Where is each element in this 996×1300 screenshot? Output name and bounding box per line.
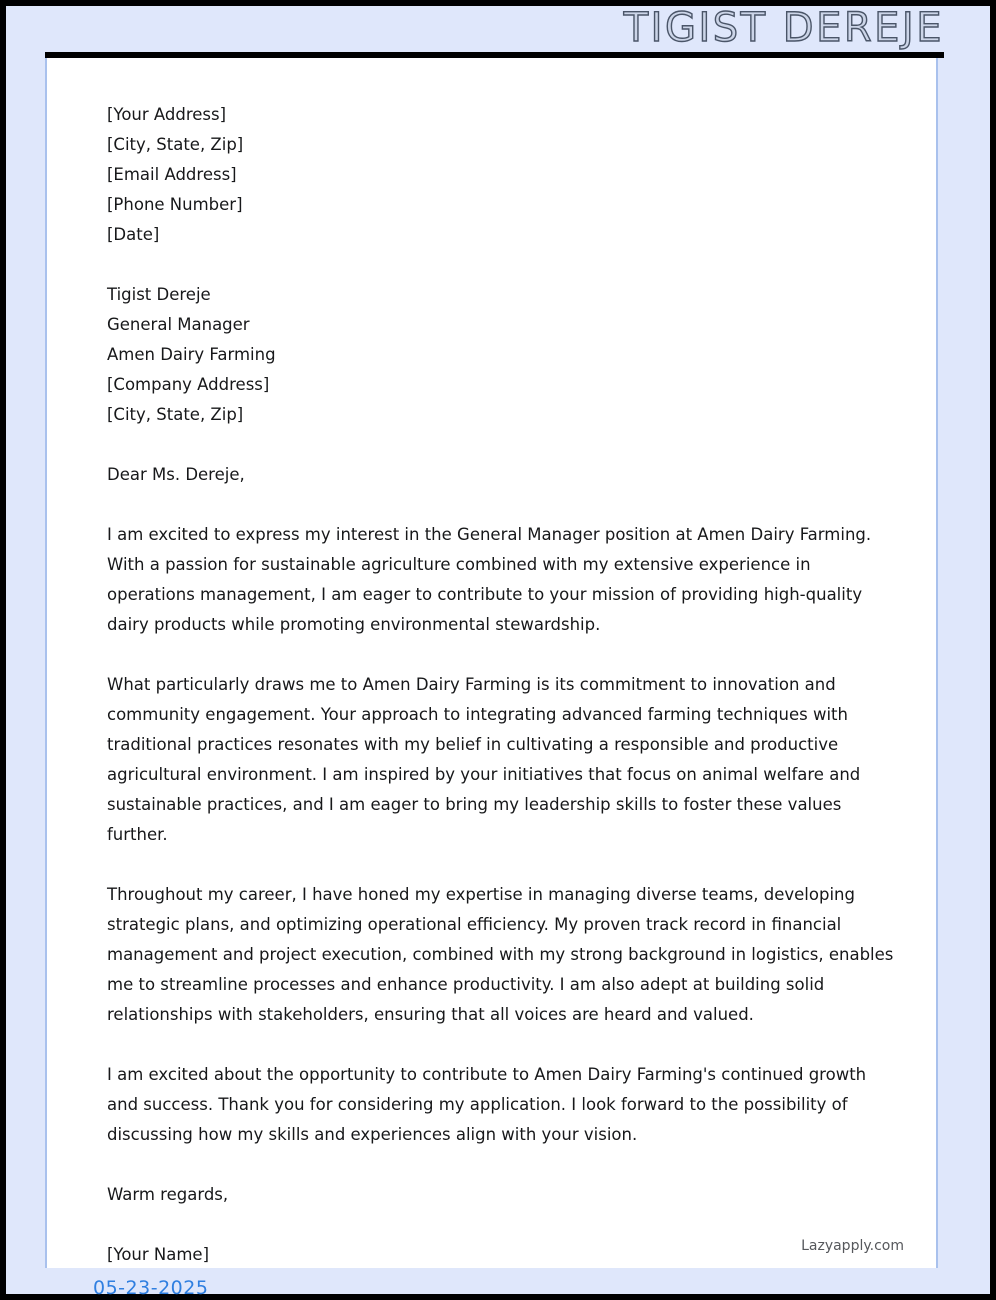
- sender-address-line: [Email Address]: [107, 165, 237, 184]
- footer-brand: Lazyapply.com: [801, 1238, 904, 1254]
- body-paragraph: What particularly draws me to Amen Dairy Farming is its commitment to innovation and community engagement. Your approach to integrating advanced farming techniques with traditional practices resonates with my belief in cultivating a responsible and productive agricultural environment. I am inspired by your initiatives that focus on animal welfare and sustainable practices, and I am eager to bring my leadership skills to foster these values further.: [107, 675, 861, 844]
- body-paragraph: Throughout my career, I have honed my expertise in managing diverse teams, developing strategic plans, and optimizing operational efficiency. My proven track record in financial management and project execution, combined with my strong background in logistics, enables me to streamline processes and enhance productivity. I am also adept at building solid relationships with stakeholders, ensuring that all voices are heard and valued.: [107, 885, 894, 1024]
- body-paragraph: I am excited about the opportunity to contribute to Amen Dairy Farming's continued growth and success. Thank you for considering my application. I look forward to the possibility of discussing how my skills and experiences align with your vision.: [107, 1065, 867, 1144]
- generated-date: 05-23-2025: [93, 1277, 209, 1299]
- salutation: Dear Ms. Dereje,: [107, 465, 245, 484]
- page-title: TIGIST DEREJE: [623, 5, 944, 51]
- recipient-line: [Company Address]: [107, 375, 270, 394]
- recipient-address-block: [107, 280, 906, 430]
- recipient-line: [City, State, Zip]: [107, 405, 244, 424]
- recipient-line: Amen Dairy Farming: [107, 345, 276, 364]
- page-margin-band: [6, 6, 990, 1294]
- signature-name: [Your Name]: [107, 1245, 210, 1264]
- sender-address-line: [Phone Number]: [107, 195, 243, 214]
- closing-line: Warm regards,: [107, 1185, 229, 1204]
- recipient-line: General Manager: [107, 315, 250, 334]
- letter-page: [45, 58, 938, 1268]
- letter-body: [47, 58, 936, 1268]
- recipient-line: Tigist Dereje: [107, 285, 211, 304]
- sender-address-block: [107, 100, 906, 250]
- document-header: [6, 6, 990, 52]
- sender-address-line: [Date]: [107, 225, 160, 244]
- body-paragraph: I am excited to express my interest in the General Manager position at Amen Dairy Farming. With a passion for sustainable agriculture combined with my extensive experience in operations management, I am eager to contribute to your mission of providing high-quality dairy products while promoting environmental stewardship.: [107, 525, 872, 634]
- sender-address-line: [City, State, Zip]: [107, 135, 244, 154]
- sender-address-line: [Your Address]: [107, 105, 227, 124]
